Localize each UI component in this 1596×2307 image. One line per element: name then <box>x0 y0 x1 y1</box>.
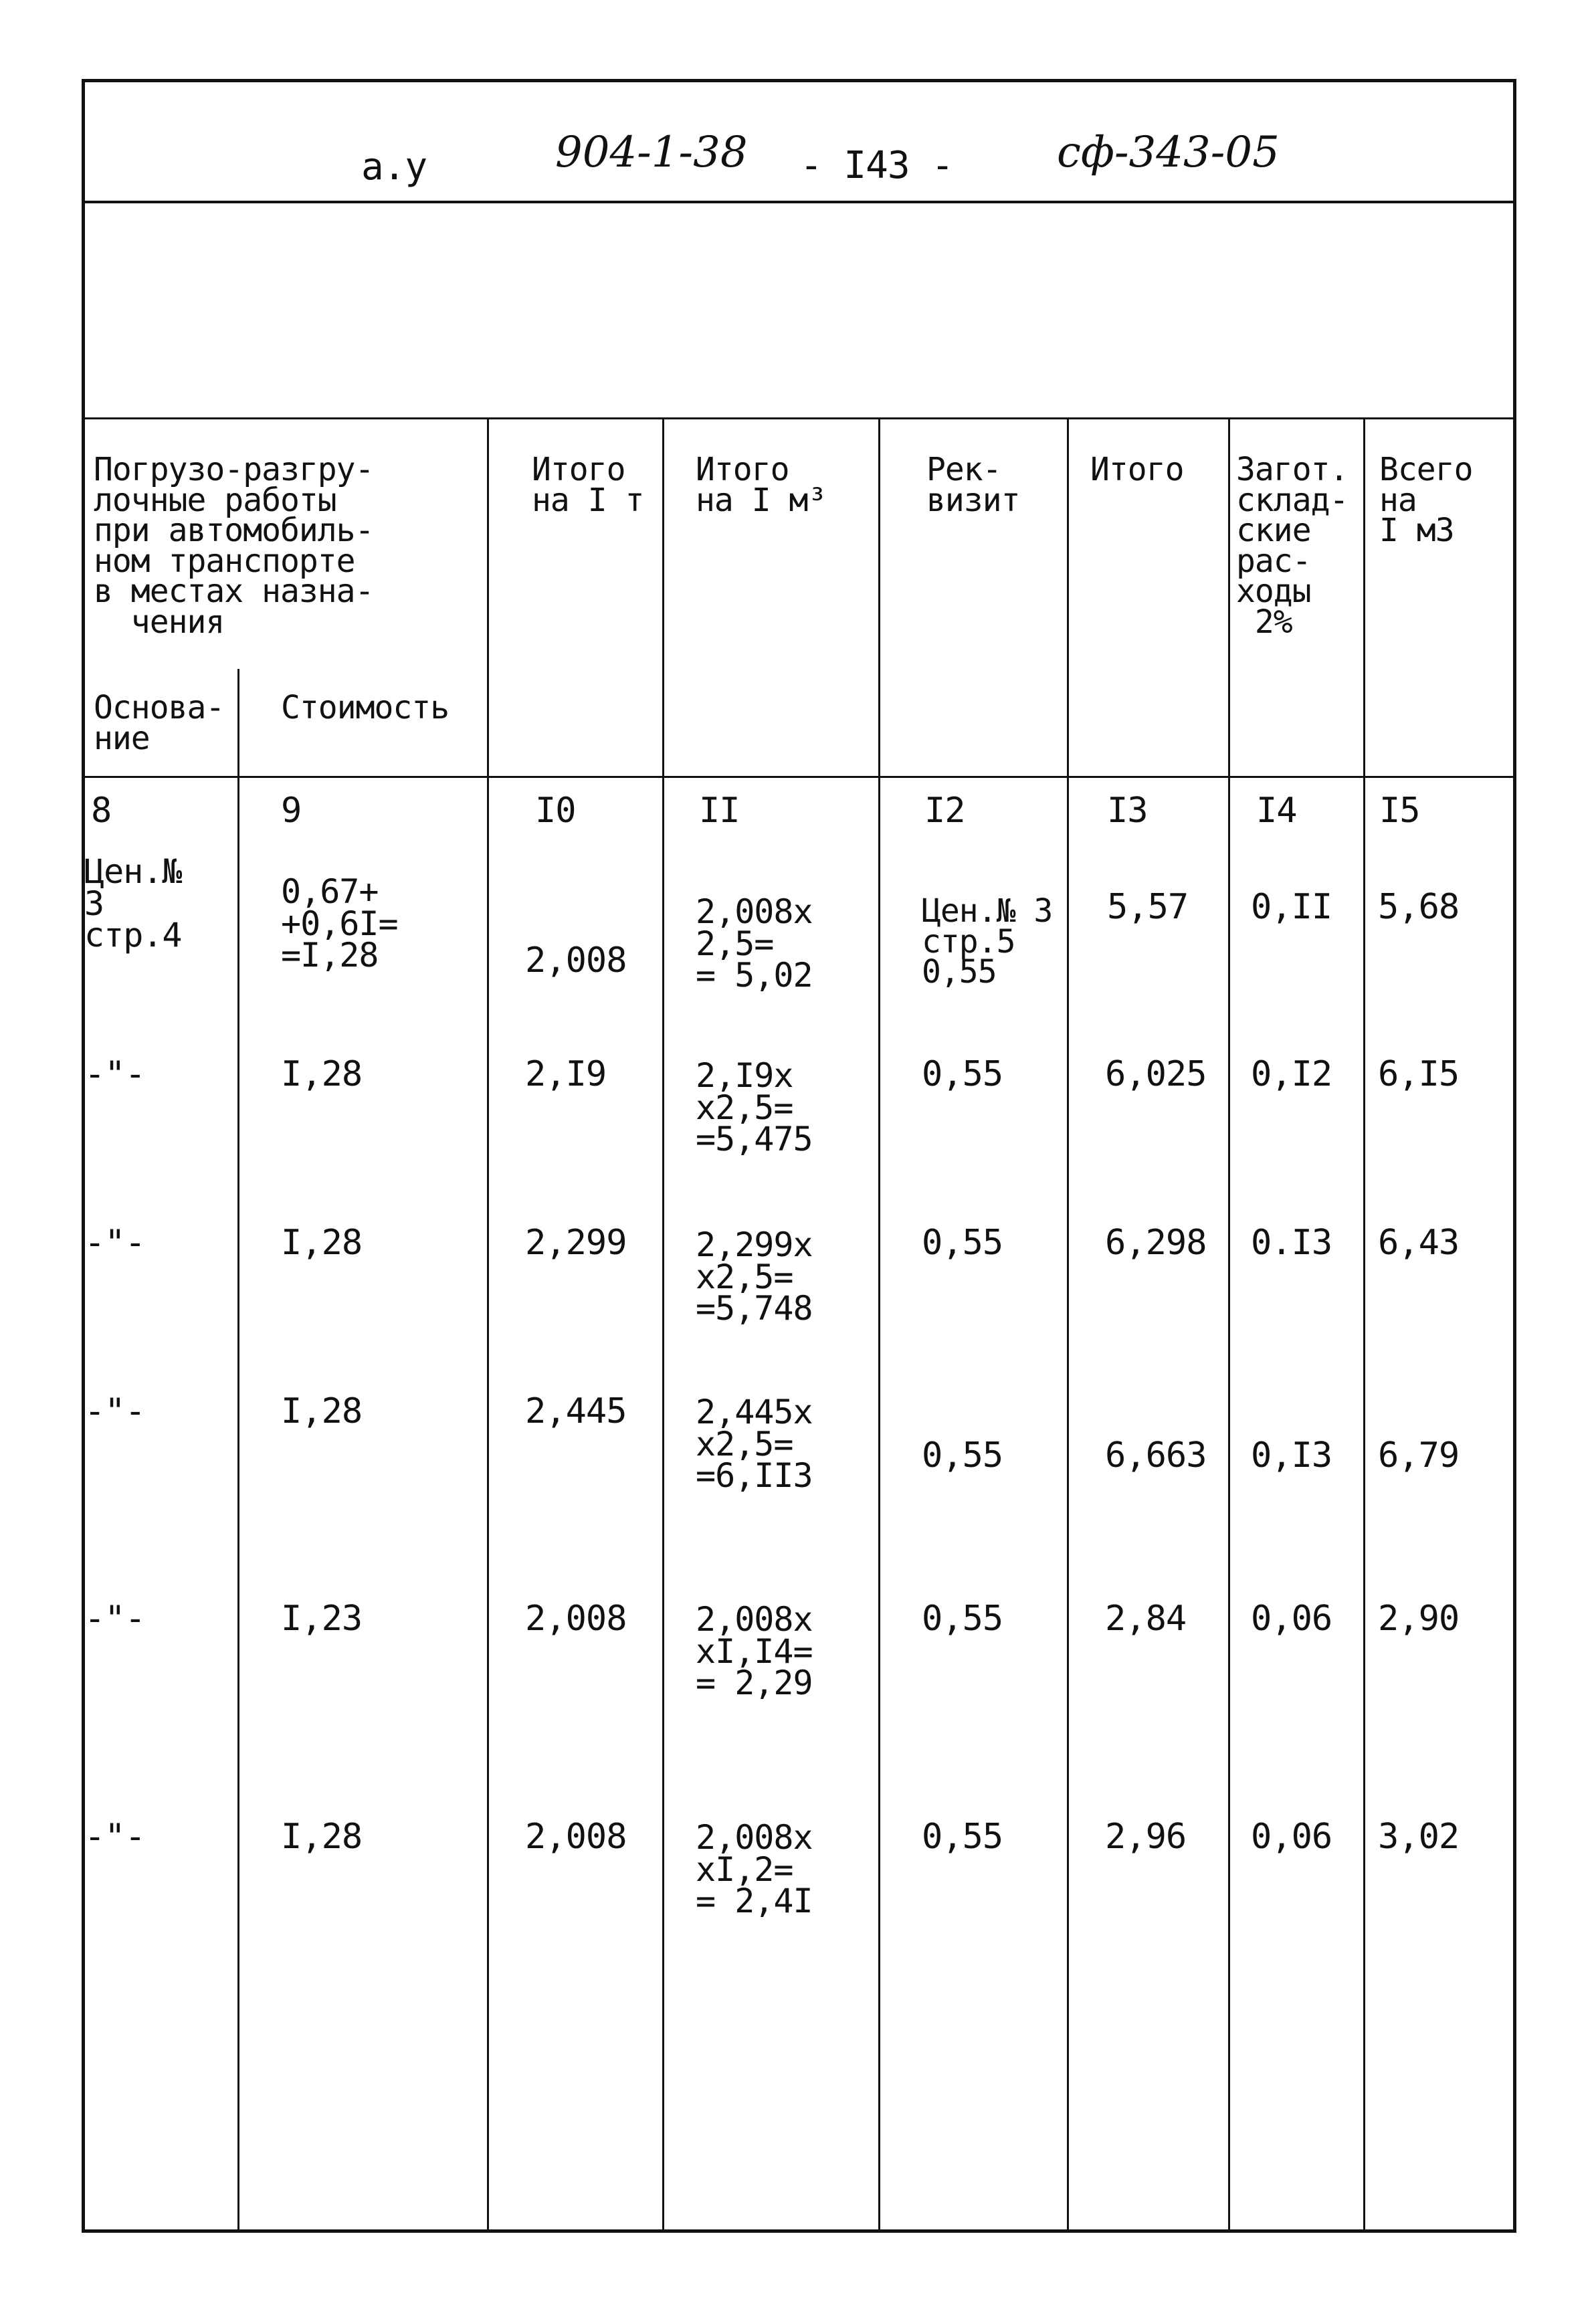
table-cell-total-m3: 2,445х х2,5= =6,II3 <box>696 1393 813 1495</box>
table-cell-total: 6,298 <box>1105 1223 1207 1263</box>
col-header-total: Итого <box>1090 451 1184 488</box>
table-cell-basis: Цен.№ 3 стр.4 <box>84 852 182 955</box>
header-divider <box>82 201 1516 203</box>
col-line-8-9 <box>237 669 239 2231</box>
col-number: I5 <box>1379 791 1420 831</box>
table-cell-total-m3: 2,008х хI,I4= = 2,29 <box>696 1600 813 1702</box>
table-cell-total: 6,663 <box>1105 1435 1207 1476</box>
table-cell-overhead: 0,II <box>1251 887 1332 927</box>
table-cell-total: 5,57 <box>1107 887 1189 927</box>
col-header-overhead: Загот. склад- ские рас- ходы 2% <box>1236 451 1349 641</box>
table-cell-cost: 0,67+ +0,6I= =I,28 <box>281 872 398 975</box>
table-cell-grand-total: 3,02 <box>1378 1817 1460 1857</box>
table-cell-requisite: 0,55 <box>922 1599 1003 1639</box>
table-cell-grand-total: 2,90 <box>1378 1599 1460 1639</box>
col-number: 8 <box>91 791 112 831</box>
table-cell-total: 6,025 <box>1105 1054 1207 1094</box>
col-number: II <box>699 791 740 831</box>
group-header: Погрузо-разгру- лочные работы при автомобиль- ном транспорте в местах назна- чения <box>94 451 374 641</box>
table-cell-cost: I,28 <box>281 1391 363 1431</box>
table-cell-total-t: 2,008 <box>525 1599 627 1639</box>
document-number: 904-1-38 <box>555 128 748 177</box>
table-cell-grand-total: 6,I5 <box>1378 1054 1460 1094</box>
table-cell-overhead: 0,I2 <box>1251 1054 1332 1094</box>
table-cell-grand-total: 6,79 <box>1378 1435 1460 1476</box>
table-cell-requisite: 0,55 <box>922 1435 1003 1476</box>
table-cell-total-t: 2,008 <box>525 940 627 981</box>
table-cell-cost: I,23 <box>281 1599 363 1639</box>
col-line-12-13 <box>1067 417 1069 2231</box>
col-header-grand-total: Всего на I м3 <box>1379 451 1473 550</box>
table-cell-basis: -"- <box>84 1391 145 1431</box>
table-cell-total-m3: 2,I9х х2,5= =5,475 <box>696 1056 813 1159</box>
table-cell-basis: -"- <box>84 1817 145 1857</box>
table-cell-basis: -"- <box>84 1599 145 1639</box>
table-cell-total: 2,84 <box>1105 1599 1187 1639</box>
table-cell-cost: I,28 <box>281 1054 363 1094</box>
table-cell-basis: -"- <box>84 1054 145 1094</box>
col-line-11-12 <box>878 417 880 2231</box>
col-line-13-14 <box>1228 417 1230 2231</box>
table-cell-total-t: 2,445 <box>525 1391 627 1431</box>
table-cell-total-m3: 2,008х 2,5= = 5,02 <box>696 892 813 995</box>
col-header-requisite: Рек- визит <box>926 451 1020 519</box>
table-cell-cost: I,28 <box>281 1223 363 1263</box>
col-header-basis: Основа- ние <box>94 689 225 757</box>
table-cell-grand-total: 6,43 <box>1378 1223 1460 1263</box>
table-cell-requisite: 0,55 <box>922 1817 1003 1857</box>
table-cell-overhead: 0,I3 <box>1251 1435 1332 1476</box>
table-cell-requisite: Цен.№ 3 стр.5 0,55 <box>922 892 1053 991</box>
table-cell-grand-total: 5,68 <box>1378 887 1460 927</box>
table-cell-total-m3: 2,299х х2,5= =5,748 <box>696 1225 813 1328</box>
col-line-9-10 <box>487 417 489 2231</box>
col-number: I0 <box>535 791 576 831</box>
col-number: I2 <box>924 791 965 831</box>
table-cell-basis: -"- <box>84 1223 145 1263</box>
table-cell-requisite: 0,55 <box>922 1223 1003 1263</box>
col-line-14-15 <box>1363 417 1365 2231</box>
col-header-total-m3: Итого на I м³ <box>696 451 827 519</box>
table-cell-requisite: 0,55 <box>922 1054 1003 1094</box>
table-cell-overhead: 0,06 <box>1251 1817 1332 1857</box>
col-number: I4 <box>1256 791 1297 831</box>
col-number: I3 <box>1107 791 1148 831</box>
col-line-10-11 <box>662 417 664 2231</box>
table-cell-cost: I,28 <box>281 1817 363 1857</box>
table-cell-total: 2,96 <box>1105 1817 1187 1857</box>
sheet-mark: а.у <box>361 145 427 189</box>
table-cell-total-t: 2,I9 <box>525 1054 607 1094</box>
table-cell-total-t: 2,008 <box>525 1817 627 1857</box>
col-header-total-t: Итого на I т <box>532 451 644 519</box>
page-number: - I43 - <box>800 144 954 187</box>
table-cell-overhead: 0.I3 <box>1251 1223 1332 1263</box>
blank-band-divider <box>82 417 1516 419</box>
table-cell-overhead: 0,06 <box>1251 1599 1332 1639</box>
column-header-divider <box>82 776 1516 778</box>
col-header-cost: Стоимость <box>281 689 450 726</box>
document-code: сф-343-05 <box>1057 128 1280 177</box>
table-cell-total-t: 2,299 <box>525 1223 627 1263</box>
col-number: 9 <box>281 791 302 831</box>
table-cell-total-m3: 2,008х хI,2= = 2,4I <box>696 1818 813 1920</box>
